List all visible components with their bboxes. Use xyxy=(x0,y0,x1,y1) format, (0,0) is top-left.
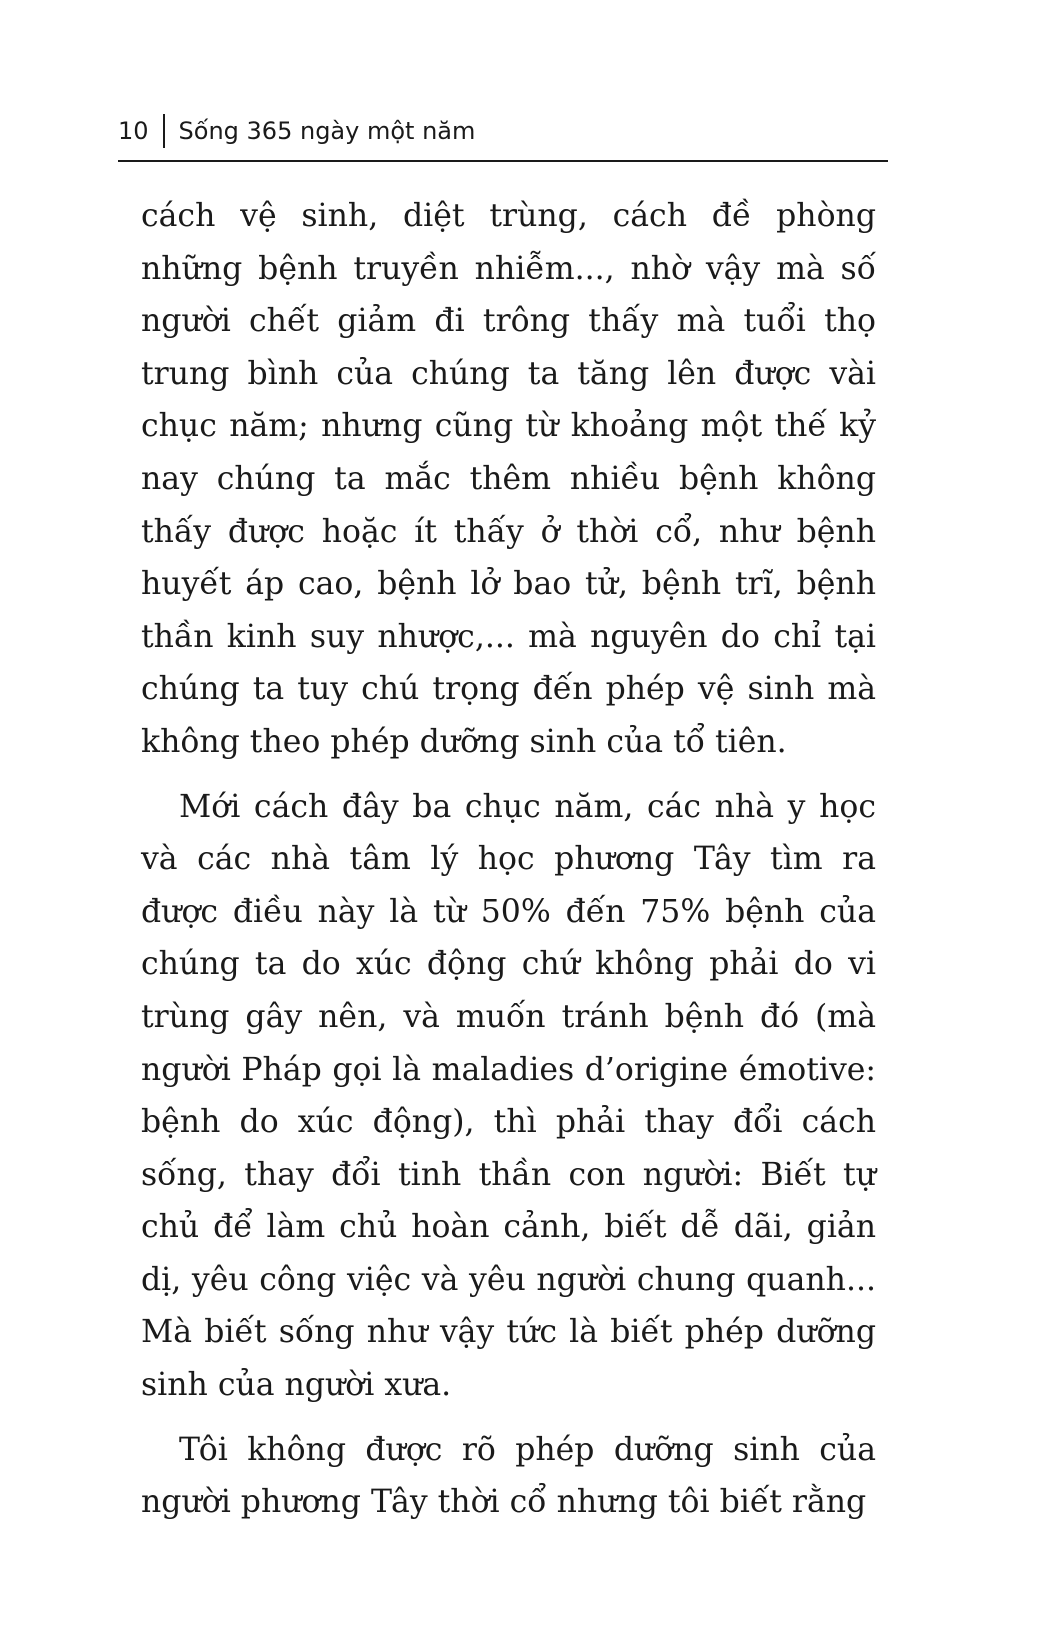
paragraph: Mới cách đây ba chục năm, các nhà y học và các nhà tâm lý học phương Tây tìm ra được điều này là từ 50% đến 75% bệnh của chúng ta do xúc động chứ không phải do vi trùng gây nên, và muốn tránh bệnh đó (mà người Pháp gọi là maladies d’origine émotive: bệnh do xúc động), thì phải thay đổi cách sống, thay đổi tinh thần con người: Biết tự chủ để làm chủ hoàn cảnh, biết dễ dãi, giản dị, yêu công việc và yêu người chung quanh... Mà biết sống như vậy tức là biết phép dưỡng sinh của người xưa. xyxy=(141,788,876,1404)
running-header xyxy=(118,114,888,162)
book-title: Sống 365 ngày một năm xyxy=(178,117,476,145)
page-number: 10 xyxy=(118,114,165,148)
body-text xyxy=(141,190,876,1529)
paragraph: Tôi không được rõ phép dưỡng sinh của người phương Tây thời cổ nhưng tôi biết rằng xyxy=(141,1431,876,1521)
paragraph-continued: cách vệ sinh, diệt trùng, cách đề phòng những bệnh truyền nhiễm..., nhờ vậy mà số người chết giảm đi trông thấy mà tuổi thọ trung bình của chúng ta tăng lên được vài chục năm; nhưng cũng từ khoảng một thế kỷ nay chúng ta mắc thêm nhiều bệnh không thấy được hoặc ít thấy ở thời cổ, như bệnh huyết áp cao, bệnh lở bao tử, bệnh trĩ, bệnh thần kinh suy nhược,... mà nguyên do chỉ tại chúng ta tuy chú trọng đến phép vệ sinh mà không theo phép dưỡng sinh của tổ tiên. xyxy=(141,198,876,760)
